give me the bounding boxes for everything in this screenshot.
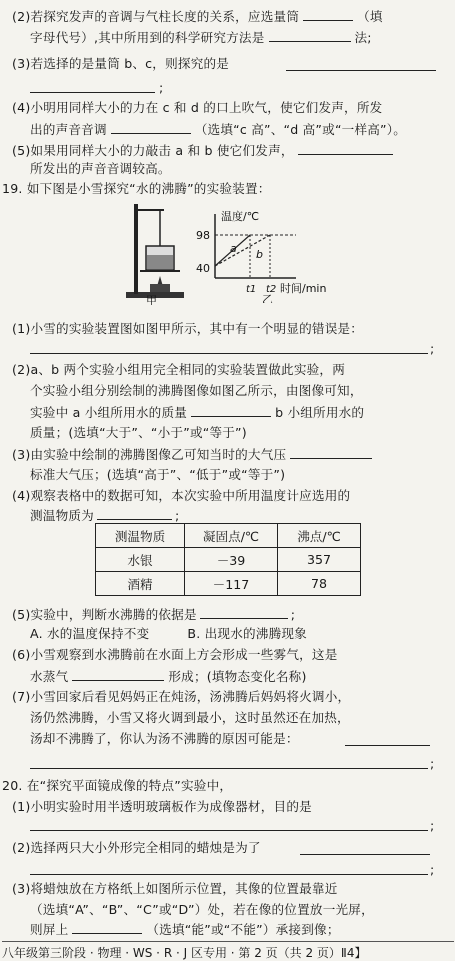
- q18-p2-text-c: 字母代号）,其中所用到的科学研究方法是: [30, 30, 265, 45]
- q18-part3-end: ;: [159, 80, 164, 95]
- substance-table: [95, 523, 361, 596]
- alcohol-lamp: [150, 284, 170, 292]
- option-b[interactable]: B. 出现水的沸腾现象: [187, 626, 307, 641]
- y-tick-98: 98: [196, 229, 210, 242]
- q18-part4-line2: [30, 121, 406, 137]
- water: [147, 255, 173, 269]
- table-header-row: [96, 524, 361, 548]
- answer-blank[interactable]: [72, 668, 164, 681]
- answer-line[interactable]: [30, 830, 428, 831]
- y-tick-40: 40: [196, 262, 210, 275]
- q19-p1-text: (1)小雪的实验装置图如图甲所示，其中有一个明显的错误是：: [12, 321, 364, 336]
- q19-part5-options: [30, 626, 307, 641]
- q19-part3-line2: [30, 467, 285, 482]
- q18-p5-text-b: 所发出的声音音调较高。: [30, 161, 171, 176]
- x-tick-t1: t1: [246, 284, 257, 295]
- q18-part3-line: [12, 56, 229, 71]
- answer-line[interactable]: [30, 874, 428, 875]
- q19-part1-line: [12, 321, 363, 336]
- q19-p6-text-c: 形成；(填物态变化名称): [168, 669, 307, 684]
- q19-part6-line1: [12, 647, 338, 662]
- table-cell: 酒精: [96, 572, 185, 596]
- q19-p7-text-a: (7)小雪回家后看见妈妈正在炖汤，汤沸腾后妈妈将火调小，: [12, 689, 351, 704]
- q19-part5-line: (5)实验中，判断水沸腾的依据是 ;: [12, 607, 296, 622]
- q19-part2-line4: [30, 425, 247, 440]
- series-a-label: a: [230, 242, 237, 255]
- q19-part3-line1: [12, 446, 372, 462]
- q19-p4-text-b: 测温物质为: [30, 508, 94, 523]
- q20-p1-text: (1)小明实验时用半透明玻璃板作为成像器材，目的是: [12, 799, 312, 814]
- q19-part7-end: ;: [430, 756, 435, 771]
- q18-part2-line2: [30, 29, 372, 45]
- q20-p3-text-c: 则屏上: [30, 922, 69, 937]
- q19-p2-text-e: 质量；(选填“大于”、“小于”或“等于”): [30, 425, 247, 440]
- q20-p3-text-d: （选填“能”或“不能”）承接到像；: [146, 922, 340, 937]
- table-cell: －39: [185, 548, 278, 572]
- q18-p4-text-b: 出的声音音调: [30, 122, 107, 137]
- q20-part3-line1: [12, 881, 338, 896]
- option-a[interactable]: A. 水的温度保持不变: [30, 626, 150, 641]
- q19-stem: [2, 181, 271, 196]
- q18-part4-line1: [12, 100, 382, 115]
- table-cell: －117: [185, 572, 278, 596]
- stand-rod: [134, 204, 138, 294]
- table-header: 凝固点/℃: [185, 524, 278, 548]
- q19-part2-line3: [30, 404, 364, 420]
- table-header: 沸点/℃: [278, 524, 361, 548]
- answer-blank[interactable]: [97, 507, 172, 520]
- q19-p2-text-b: 个实验小组分别绘制的沸腾图像如图乙所示，由图像可知，: [30, 383, 363, 398]
- q19-part7-line2: [30, 710, 350, 725]
- q20-p2-text: (2)选择两只大小外形完全相同的蜡烛是为了: [12, 840, 261, 855]
- q19-part2-line1: [12, 362, 345, 377]
- table-row: [96, 572, 361, 596]
- q19-part7-line1: [12, 689, 350, 704]
- q20-part3-line2: [30, 902, 374, 917]
- page-footer: 八年级第三阶段 · 物理 · WS · R · J 区专用 · 第 2 页（共 2 页）Ⅱ4】: [2, 941, 454, 961]
- q19-p3-text-b: 标准大气压；(选填“高于”、“低于”或“等于”): [30, 467, 286, 482]
- q18-p4-text-c: （选填“c 高”、“d 高”或“一样高”）。: [194, 122, 407, 137]
- q19-p2-text-d: b 小组所用水的: [275, 405, 365, 420]
- answer-line[interactable]: [300, 854, 430, 855]
- answer-blank[interactable]: [269, 29, 351, 42]
- answer-blank[interactable]: [72, 921, 142, 934]
- figure-label-yi: 乙: [262, 293, 273, 303]
- answer-blank[interactable]: [303, 8, 353, 21]
- q18-part5-line2: [30, 161, 171, 176]
- answer-line[interactable]: [345, 745, 430, 746]
- table-header: 测温物质: [96, 524, 185, 548]
- q19-p6-text-a: (6)小雪观察到水沸腾前在水面上方会形成一些雾气，这是: [12, 647, 338, 662]
- answer-blank[interactable]: [111, 121, 191, 134]
- q19-part7-line3: [30, 731, 299, 746]
- figure-label-jia: 甲: [146, 294, 157, 305]
- answer-blank[interactable]: [191, 404, 271, 417]
- answer-line[interactable]: [30, 353, 428, 354]
- q19-part6-line2: [30, 668, 307, 684]
- q19-p2-text-a: (2)a、b 两个实验小组用完全相同的实验装置做此实验，两: [12, 362, 346, 377]
- answer-blank[interactable]: [298, 142, 393, 155]
- q19-part4-line2: 测温物质为 ;: [30, 508, 180, 523]
- answer-line[interactable]: [286, 70, 436, 71]
- q19-stem-text: 19. 如下图是小雪探究“水的沸腾”的实验装置：: [2, 181, 271, 196]
- q19-p7-text-b: 汤仍然沸腾，小雪又将火调到最小，这时虽然还在加热，: [30, 710, 350, 725]
- q19-part2-line2: [30, 383, 363, 398]
- q18-p2-text-d: 法;: [354, 30, 372, 45]
- q18-part5-line1: [12, 142, 393, 158]
- x-axis-label: 时间/min: [280, 282, 327, 295]
- q20-part2-end: ;: [430, 862, 435, 877]
- series-b-label: b: [256, 248, 263, 261]
- answer-line[interactable]: [30, 92, 155, 93]
- boiling-graph: [196, 208, 346, 303]
- q19-p4-text-a: (4)观察表格中的数据可知，本次实验中所用温度计应选用的: [12, 488, 351, 503]
- answer-line[interactable]: [30, 768, 428, 769]
- q19-part4-line1: [12, 488, 350, 503]
- table-row: [96, 548, 361, 572]
- answer-blank[interactable]: [290, 446, 372, 459]
- q19-p7-text-c: 汤却不沸腾了，你认为汤不沸腾的原因可能是：: [30, 731, 299, 746]
- q18-p4-text-a: (4)小明用同样大小的力在 c 和 d 的口上吹气，使它们发声，所发: [12, 100, 383, 115]
- q20-part1-end: ;: [430, 818, 435, 833]
- q18-part2-line1: [12, 8, 383, 24]
- y-axis-label: 温度/℃: [221, 210, 260, 223]
- x-tick-t2: t2: [266, 284, 277, 295]
- table-cell: 78: [278, 572, 361, 596]
- q18-p2-text-b: （填: [357, 9, 383, 24]
- q19-p5-text: (5)实验中，判断水沸腾的依据是: [12, 607, 197, 622]
- q20-part3-line3: [30, 921, 340, 937]
- q19-p3-text-a: (3)由实验中绘制的沸腾图像乙可知当时的大气压: [12, 447, 287, 462]
- q18-p5-text-a: (5)如果用同样大小的力敲击 a 和 b 使它们发声，: [12, 143, 294, 158]
- q19-p2-text-c: 实验中 a 小组所用水的质量: [30, 405, 188, 420]
- table-cell: 水银: [96, 548, 185, 572]
- q20-stem-text: 20. 在“探究平面镜成像的特点”实验中，: [2, 778, 233, 793]
- q20-stem: [2, 778, 232, 793]
- table-cell: 357: [278, 548, 361, 572]
- q18-p2-text-a: (2)若探究发声的音调与气柱长度的关系，应选量筒: [12, 9, 300, 24]
- q19-part1-end: ;: [430, 341, 435, 356]
- q20-p3-text-b: （选填“A”、“B”、“C”或“D”）处，若在像的位置放一光屏，: [30, 902, 374, 917]
- q20-part1-line: [12, 799, 312, 814]
- q20-p3-text-a: (3)将蜡烛放在方格纸上如图所示位置，其像的位置最靠近: [12, 881, 338, 896]
- answer-blank[interactable]: [200, 606, 288, 619]
- q19-p6-text-b: 水蒸气: [30, 669, 69, 684]
- apparatus-figure: [120, 200, 190, 305]
- q20-part2-line: [12, 840, 261, 855]
- q18-p3-text: (3)若选择的是量筒 b、c，则探究的是: [12, 56, 230, 71]
